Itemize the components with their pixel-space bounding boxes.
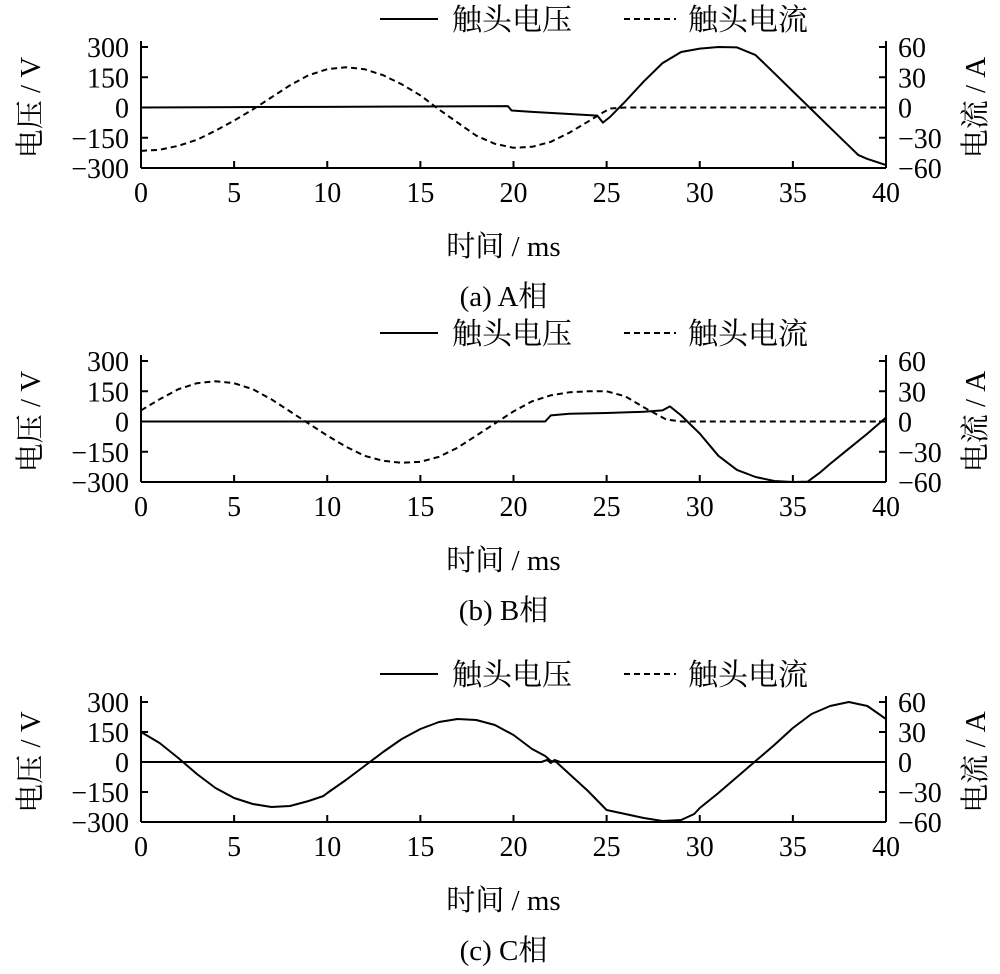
x-tick-label: 35 (778, 492, 807, 523)
legend (380, 318, 808, 351)
series-line-2 (141, 760, 886, 763)
y-right-axis-title: 电流 / A (960, 711, 992, 813)
x-tick-label: 15 (406, 492, 435, 523)
y-left-tick-label: 300 (87, 688, 129, 719)
y-right-axis-title: 电流 / A (960, 56, 992, 159)
y-left-axis-title: 电压 / V (15, 711, 47, 813)
x-tick-label: 20 (499, 492, 528, 523)
y-right-tick-label: 0 (898, 407, 912, 439)
y-right-tick-label: 0 (898, 748, 912, 779)
x-tick-label: 5 (227, 178, 242, 209)
panel-caption: (c) C相 (459, 935, 548, 967)
x-tick-label: 0 (134, 832, 148, 863)
y-right-tick-label: 60 (898, 688, 926, 719)
y-left-tick-label: 0 (115, 93, 129, 125)
x-tick-label: 30 (685, 178, 714, 209)
y-left-tick-label: 0 (115, 407, 129, 439)
x-tick-label: 20 (499, 178, 528, 209)
y-left-tick-label: 300 (87, 347, 129, 378)
y-right-tick-label: 30 (898, 718, 926, 749)
x-tick-label: 10 (313, 832, 342, 863)
panel-caption: (a) A相 (459, 281, 548, 313)
x-tick-label: 35 (778, 832, 807, 863)
x-tick-label: 25 (592, 492, 621, 523)
panel-1 (14, 4, 992, 313)
y-right-tick-label: 30 (898, 377, 926, 409)
y-right-axis-title: 电流 / A (960, 370, 992, 473)
y-right-tick-label: 60 (898, 33, 926, 64)
series-line-2 (141, 67, 886, 151)
series-group (141, 702, 886, 821)
x-tick-label: 30 (685, 832, 714, 863)
y-left-tick-label: −300 (71, 468, 129, 499)
x-tick-label: 15 (406, 832, 435, 863)
x-tick-label: 0 (134, 492, 148, 523)
x-tick-label: 40 (872, 832, 900, 863)
x-tick-label: 20 (499, 832, 528, 863)
y-left-tick-label: −300 (71, 808, 129, 839)
y-right-tick-label: −60 (898, 808, 942, 839)
legend-label: 触头电流 (688, 4, 808, 37)
y-left-tick-label: 0 (115, 748, 129, 779)
x-tick-label: 40 (872, 178, 900, 209)
y-left-tick-label: 150 (87, 718, 129, 749)
x-axis-title: 时间 / ms (446, 231, 561, 263)
x-tick-label: 40 (872, 492, 900, 523)
x-tick-label: 15 (406, 178, 435, 209)
x-tick-label: 5 (227, 492, 242, 523)
panel-3 (14, 659, 992, 967)
legend-label: 触头电压 (452, 4, 572, 37)
x-tick-label: 5 (227, 832, 242, 863)
x-tick-label: 25 (592, 178, 621, 209)
y-left-tick-label: 300 (87, 33, 129, 64)
y-left-tick-label: −150 (71, 778, 129, 809)
y-right-tick-label: −30 (898, 437, 942, 469)
y-right-tick-label: 30 (898, 63, 926, 95)
legend-label: 触头电压 (452, 659, 572, 692)
y-left-tick-label: −150 (71, 437, 129, 469)
x-tick-label: 10 (313, 178, 342, 209)
y-right-tick-label: 0 (898, 93, 912, 125)
y-right-tick-label: −30 (898, 123, 942, 155)
legend-label: 触头电流 (688, 318, 808, 351)
y-right-tick-label: −60 (898, 468, 942, 499)
panel-caption: (b) B相 (458, 595, 549, 627)
y-left-axis-title: 电压 / V (15, 370, 47, 473)
panel-2 (14, 318, 992, 627)
x-tick-label: 30 (685, 492, 714, 523)
y-left-tick-label: 150 (87, 377, 129, 409)
y-left-tick-label: 150 (87, 63, 129, 95)
x-tick-label: 10 (313, 492, 342, 523)
x-tick-label: 0 (134, 178, 148, 209)
x-tick-label: 35 (778, 178, 807, 209)
y-left-tick-label: −300 (71, 154, 129, 185)
series-group (141, 47, 886, 165)
legend-label: 触头电压 (452, 318, 572, 351)
x-axis-title: 时间 / ms (446, 545, 561, 577)
legend-label: 触头电流 (688, 659, 808, 692)
x-axis-title: 时间 / ms (446, 885, 561, 917)
x-tick-label: 25 (592, 832, 621, 863)
y-left-tick-label: −150 (71, 123, 129, 155)
y-right-tick-label: −60 (898, 154, 942, 185)
legend (380, 659, 808, 692)
y-left-axis-title: 电压 / V (15, 56, 47, 159)
y-right-tick-label: 60 (898, 347, 926, 378)
series-group (141, 381, 886, 482)
legend (380, 4, 808, 37)
y-right-tick-label: −30 (898, 778, 942, 809)
series-line-1 (141, 406, 886, 482)
